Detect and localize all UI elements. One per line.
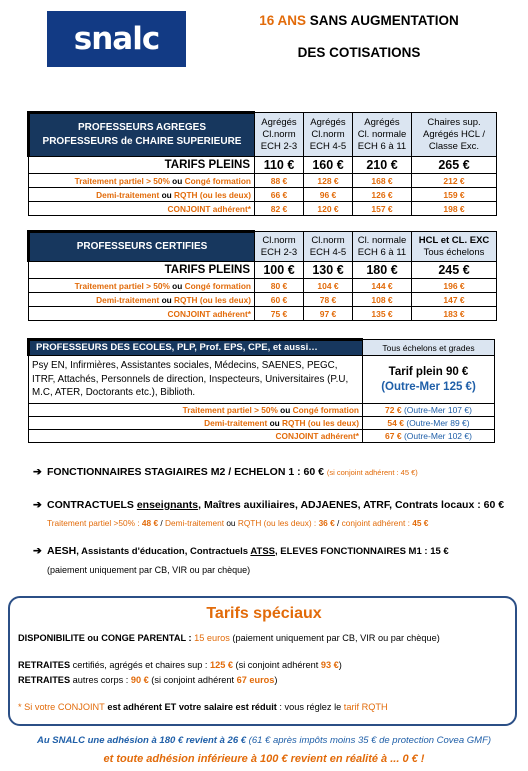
headline-years: 16 ANS [259,13,307,28]
table-professeurs-ecoles [27,338,495,443]
table-row [29,188,497,202]
retraites-line-1: RETRAITES certifiés, agrégés et chaires sup : 125 € (si conjoint adhérent 93 €) [18,660,342,670]
price-cell: 104 € [304,279,353,293]
price-cell: 180 € [353,262,412,279]
price-cell: 72 € (Outre-Mer 107 €) [363,404,495,417]
table-row [29,262,497,279]
price-cell: 265 € [412,157,497,174]
price-cell: 120 € [304,202,353,216]
table-title: PROFESSEURS DES ECOLES, PLP, Prof. EPS, CPE, et aussi… [29,340,363,356]
footer-line-2: et toute adhésion inférieure à 100 € revient en réalité à ... 0 € ! [103,753,425,765]
arrow-icon: ➔ [33,466,42,478]
column-header: Agrégés Cl.norm ECH 2-3 [255,113,304,157]
price-cell: 198 € [412,202,497,216]
row-label: Traitement partiel > 50% ou Congé formation [29,404,363,417]
tarif-plein-cell [363,356,495,404]
retraites-line-2: RETRAITES autres corps : 90 € (si conjoint adhérent 67 euros) [18,675,278,685]
price-cell: 80 € [255,279,304,293]
table-row [29,202,497,216]
price-cell: 196 € [412,279,497,293]
disponibilite-line: DISPONIBILITE ou CONGE PARENTAL : 15 euros (paiement uniquement par CB, VIR ou par chèque) [18,633,440,643]
arrow-icon: ➔ [33,499,42,511]
headline-line2: DES COTISATIONS [297,45,421,60]
column-header: Agrégés Cl.norm ECH 4-5 [304,113,353,157]
price-cell: 144 € [353,279,412,293]
price-cell: 126 € [353,188,412,202]
price-cell: 108 € [353,293,412,307]
price-cell: 54 € (Outre-Mer 89 €) [363,417,495,430]
price-cell: 135 € [353,307,412,321]
price-cell: 88 € [255,174,304,188]
table-row [29,279,497,293]
aesh-note: (paiement uniquement par CB, VIR ou par chèque) [47,565,251,575]
row-label: Traitement partiel > 50% ou Congé formation [29,174,255,188]
headline-text: SANS AUGMENTATION [306,13,459,28]
tarif-plein: Tarif plein 90 € [388,365,469,378]
price-cell: 78 € [304,293,353,307]
row-label: CONJOINT adhérent* [29,202,255,216]
price-cell: 100 € [255,262,304,279]
column-header: Cl.norm ECH 4-5 [304,232,353,262]
table-header-row [29,113,497,157]
price-cell: 128 € [304,174,353,188]
row-label: Demi-traitement ou RQTH (ou les deux) [29,188,255,202]
footer-line-1: Au SNALC une adhésion à 180 € revient à 26 € (61 € après impôts moins 35 € de protection Covea GMF) [36,735,492,746]
price-cell: 160 € [304,157,353,174]
tarifs-speciaux-title: Tarifs spéciaux [206,605,322,622]
column-header: Cl. normale ECH 6 à 11 [353,232,412,262]
table-title: PROFESSEURS CERTIFIES [29,232,255,262]
price-cell: 75 € [255,307,304,321]
table-agreges [27,111,497,216]
row-label: Traitement partiel > 50% ou Congé formation [29,279,255,293]
table-header-row [29,340,495,356]
row-label: TARIFS PLEINS [29,157,255,174]
corps-description: Psy EN, Infirmières, Assistantes sociales, Médecins, SAENES, PEGC, ITRF, Attachés, Personnels de direction, Inspecteurs, Universitaires (P.U, M.C, ATER, Doctorants etc.), Biblioth. [29,356,363,404]
price-cell: 110 € [255,157,304,174]
price-cell: 168 € [353,174,412,188]
column-header: Chaires sup. Agrégés HCL / Classe Exc. [412,113,497,157]
price-cell: 212 € [412,174,497,188]
price-cell: 183 € [412,307,497,321]
snalc-logo: snalc [47,11,186,67]
price-cell: 97 € [304,307,353,321]
row-label: CONJOINT adhérent* [29,430,363,443]
table-row [29,307,497,321]
contractuels-detail: Traitement partiel >50% : 48 € / Demi-traitement ou RQTH (ou les deux) : 36 € / conjoint adhérent : 45 € [47,518,429,528]
table-row [29,157,497,174]
column-header: HCL et CL. EXC Tous échelons [412,232,497,262]
table-row [29,293,497,307]
table-title [29,113,255,157]
table-header-row [29,232,497,262]
price-cell: 67 € (Outre-Mer 102 €) [363,430,495,443]
table-certifies [27,230,497,321]
row-label: Demi-traitement ou RQTH (ou les deux) [29,417,363,430]
conjoint-note: * Si votre CONJOINT est adhérent ET votre salaire est réduit : vous réglez le tarif RQTH [18,702,388,712]
tarif-outre-mer: (Outre-Mer 125 €) [381,380,476,393]
table-row [29,356,495,404]
price-cell: 147 € [412,293,497,307]
aesh-line: ➔ AESH, Assistants d'éducation, Contractuels ATSS, ELEVES FONCTIONNAIRES M1 : 15 € [33,545,449,557]
column-header: Cl.norm ECH 2-3 [255,232,304,262]
price-cell: 82 € [255,202,304,216]
title-line: PROFESSEURS AGREGES [78,122,206,133]
price-cell: 96 € [304,188,353,202]
row-label: Demi-traitement ou RQTH (ou les deux) [29,293,255,307]
arrow-icon: ➔ [33,545,42,557]
contractuels-line: ➔ CONTRACTUELS enseignants, Maîtres auxiliaires, ADJAENES, ATRF, Contrats locaux : 60 € [33,499,505,511]
stagiaires-line: ➔ FONCTIONNAIRES STAGIAIRES M2 / ECHELON 1 : 60 € (si conjoint adhérent : 45 €) [33,466,418,478]
title-line: PROFESSEURS de CHAIRE SUPERIEURE [42,136,242,147]
price-cell: 210 € [353,157,412,174]
row-label: CONJOINT adhérent* [29,307,255,321]
column-header: Tous échelons et grades [363,340,495,356]
price-cell: 157 € [353,202,412,216]
price-cell: 66 € [255,188,304,202]
stagiaires-note: (si conjoint adhérent : 45 €) [326,468,418,477]
table-row [29,174,497,188]
price-cell: 130 € [304,262,353,279]
price-cell: 60 € [255,293,304,307]
row-label: TARIFS PLEINS [29,262,255,279]
price-cell: 245 € [412,262,497,279]
table-row [29,404,495,417]
column-header: Agrégés Cl. normale ECH 6 à 11 [353,113,412,157]
headline-line1 [200,13,518,28]
table-row [29,430,495,443]
table-row [29,417,495,430]
price-cell: 159 € [412,188,497,202]
